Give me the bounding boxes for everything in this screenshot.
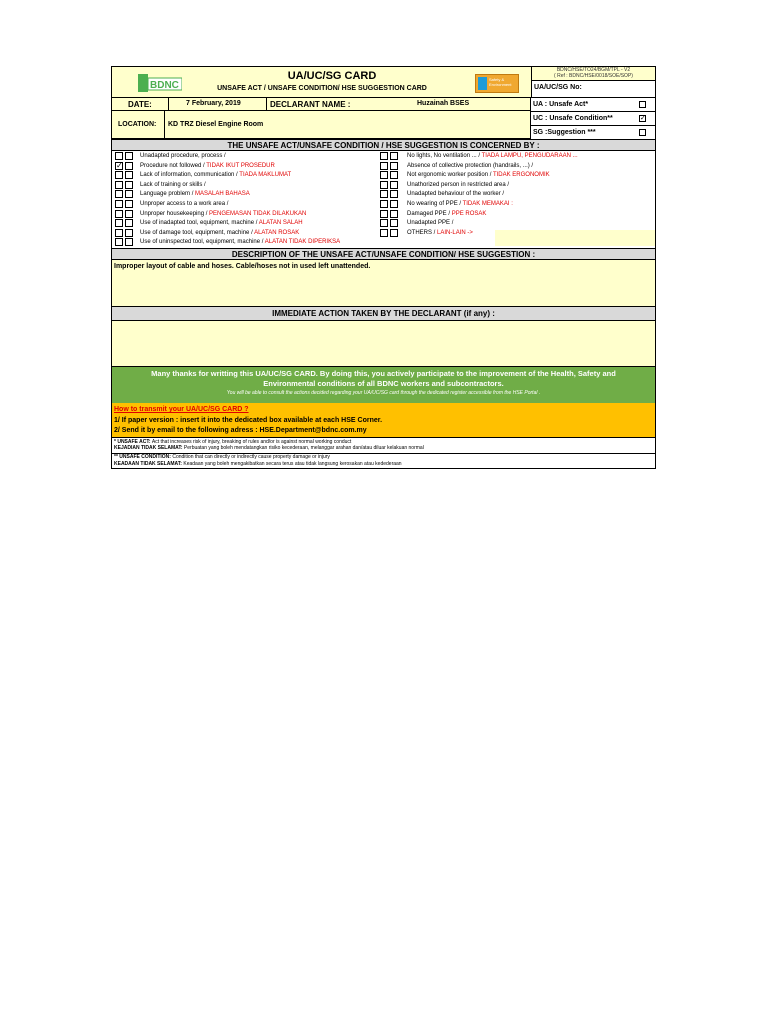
sg-checkbox[interactable] [639,129,646,136]
checkbox[interactable] [380,152,388,160]
checkbox[interactable] [380,162,388,170]
transmit-step1: 1/ If paper version : insert it into the dedicated box available at each HSE Corner. [114,417,383,424]
location-label: LOCATION: [118,121,157,128]
type-uc: UC : Unsafe Condition** ✓ [531,112,655,126]
thanks-note: You will be able to consult the actions decided regarding your UA/UC/SG card through the dedicated register accessible from the HSE Portal . [226,390,541,396]
checklist-row [112,189,377,199]
checklist-row [377,180,655,190]
checklist-row [377,151,655,161]
checklist-item-label: Unadapted PPE / [407,220,454,227]
ua-checkbox[interactable] [639,101,646,108]
card-title: UA/UC/SG CARD [287,70,377,82]
safety-person-icon [478,77,487,90]
checkbox-secondary[interactable] [125,162,133,170]
checklist-row [112,199,377,209]
checklist [112,151,655,248]
checklist-row [112,180,377,190]
checkbox[interactable] [380,200,388,208]
checklist-item-label: Language problem / MASALAH BAHASA [140,191,250,198]
description-heading: DESCRIPTION OF THE UNSAFE ACT/UNSAFE CONDITION/ HSE SUGGESTION : [112,248,655,260]
checkbox[interactable] [115,190,123,198]
checklist-row [112,218,377,228]
concerned-heading: THE UNSAFE ACT/UNSAFE CONDITION / HSE SUGGESTION IS CONCERNED BY : [112,139,655,151]
description-text: Improper layout of cable and hoses. Cable/hoses not in used left unattended. [114,263,371,270]
definitions [112,438,655,468]
checkbox[interactable] [380,219,388,227]
card-number-label: UA/UC/SG No: [534,84,582,91]
checkbox-secondary[interactable] [390,190,398,198]
checklist-row [377,161,655,171]
date-label: DATE: [128,100,152,109]
checklist-row [112,151,377,161]
checkbox[interactable] [115,210,123,218]
checkbox[interactable] [380,229,388,237]
safety-badge: Safety & Environment [475,74,519,93]
checklist-item-label: Use of uninspected tool, equipment, machine / ALATAN TIDAK DIPERIKSA [140,239,341,246]
checkbox[interactable] [380,171,388,179]
type-selector [531,98,655,139]
date-value[interactable]: 7 February, 2019 [186,100,241,107]
checklist-item-label: Not ergonomic worker position / TIDAK ERGONOMIK [407,172,550,179]
card-subtitle: UNSAFE ACT / UNSAFE CONDITION/ HSE SUGGESTION CARD [217,85,427,92]
checklist-item-label: Use of damage tool, equipment, machine / ALATAN ROSAK [140,229,300,236]
checklist-item-label: No wearing of PPE / TIDAK MEMAKAI : [407,201,513,207]
action-heading: IMMEDIATE ACTION TAKEN BY THE DECLARANT (if any) : [112,307,655,321]
checklist-row [112,161,377,171]
checkbox-secondary[interactable] [390,219,398,227]
type-ua: UA : Unsafe Act* [531,98,655,112]
checkbox[interactable] [115,152,123,160]
checkbox-secondary[interactable] [125,200,133,208]
checkbox-secondary[interactable] [125,190,133,198]
thanks-line1: Many thanks for writting this UA/UC/SG CARD. By doing this, you actively participate to the improvement of the Health, Safety and [151,369,616,378]
checklist-item-label: Lack of information, communication / TIADA MAKLUMAT [140,172,292,179]
thanks-line2: Environmental conditions of all BDNC workers and subcontractors. [263,379,504,388]
checkbox[interactable] [115,238,123,246]
checkbox-secondary[interactable] [125,171,133,179]
others-input[interactable] [495,230,655,246]
checklist-row [112,209,377,219]
checkbox-secondary[interactable] [390,229,398,237]
checklist-item-label: Damaged PPE / PPE ROSAK [407,210,487,217]
checkbox[interactable] [380,181,388,189]
checklist-row [377,170,655,180]
checklist-item-label: Procedure not followed / TIDAK IKUT PROSEDUR [140,162,275,169]
description-field[interactable] [112,260,655,307]
checkbox[interactable] [115,219,123,227]
definition-keadaan: KEADAAN TIDAK SELAMAT: Keadaan yang boleh mengakibatkan secara terus atau tidak langsung kerosakan atau kedederaan [114,461,402,467]
checkbox-secondary[interactable] [390,162,398,170]
checklist-item-label: OTHERS / LAIN-LAIN -> [407,229,473,236]
checkbox[interactable] [115,200,123,208]
declarant-value[interactable]: Huzainah BSES [417,100,470,107]
left-checklist [112,151,377,248]
checkbox-secondary[interactable] [390,181,398,189]
checklist-item-label: Unathorized person in restricted area / [407,181,510,188]
checkbox-secondary[interactable] [125,229,133,237]
checklist-row [112,237,377,247]
checklist-item-label: No lights, No ventilation ... / TIADA LAMPU, PENGUDARAAN ... [407,153,578,159]
header-area [112,67,531,98]
doc-ref: BDNC/HSE/TO24/BGM/TPL - V2 ( Ref : BDNC/HSE/0018/SOE/SOP) [531,67,655,81]
location-value[interactable]: KD TRZ Diesel Engine Room [168,121,264,128]
checkbox[interactable] [380,190,388,198]
checkbox-secondary[interactable] [125,210,133,218]
checkbox-secondary[interactable] [125,219,133,227]
transmit-step2[interactable]: 2/ Send it by email to the following adress : HSE.Department@bdnc.com.my [114,427,367,434]
checklist-item-label: Use of inadapted tool, equipment, machine / ALATAN SALAH [140,220,303,227]
definition-unsafe-act: * UNSAFE ACT: Act that increases risk of injury, breaking of rules and/or is against normal working conduct [114,439,352,445]
checkbox-secondary[interactable] [125,181,133,189]
checkbox-secondary[interactable] [390,210,398,218]
checkbox[interactable] [115,229,123,237]
checkbox[interactable] [115,171,123,179]
definition-unsafe-condition: ** UNSAFE CONDITION: Condition that can directly or indirectly cause property damage or injury [114,454,330,460]
checkbox-checked[interactable]: ✓ [116,160,123,170]
date-row [112,98,531,111]
checkbox-secondary[interactable] [390,171,398,179]
location-row [112,111,531,139]
checkbox-secondary[interactable] [125,238,133,246]
checklist-row [377,218,655,228]
uc-checkbox-checked[interactable]: ✓ [640,115,646,122]
checklist-item-label: Unproper access to a work area / [140,201,229,207]
thanks-band [112,367,655,403]
definition-kejadian: KEJADIAN TIDAK SELAMAT: Perbuatan yang boleh mendatangkan risiko kecederaan, melanggar arahan dan/atau diluar kelakuan normal [114,445,424,451]
uauc-card [111,66,656,469]
checklist-item-label: Lack of training or skills / [140,181,206,188]
checklist-row [112,228,377,238]
checklist-item-label: Unadapted procedure, process / [140,153,226,159]
checkbox[interactable] [115,181,123,189]
card-number-cell [531,81,655,98]
action-field[interactable] [112,321,655,367]
checklist-item-label: Unadapted behaviour of the worker / [407,191,505,198]
transmit-title: How to transmit your UA/UC/SG CARD ? [114,406,249,413]
checklist-row [377,189,655,199]
declarant-label: DECLARANT NAME : [270,100,351,109]
transmit-band [112,403,655,438]
checklist-row [377,199,655,209]
type-sg: SG :Suggestion *** [531,126,655,139]
checkbox-secondary[interactable] [125,152,133,160]
checklist-item-label: Unproper housekeeping / PENGEMASAN TIDAK DILAKUKAN [140,210,307,217]
checkbox-secondary[interactable] [390,200,398,208]
checkbox-secondary[interactable] [390,152,398,160]
checklist-row [377,209,655,219]
svg-text:BDNC: BDNC [150,80,179,91]
checklist-item-label: Absence of collective protection (handrails, ...) / [407,162,534,169]
checklist-row [112,170,377,180]
checkbox[interactable] [380,210,388,218]
